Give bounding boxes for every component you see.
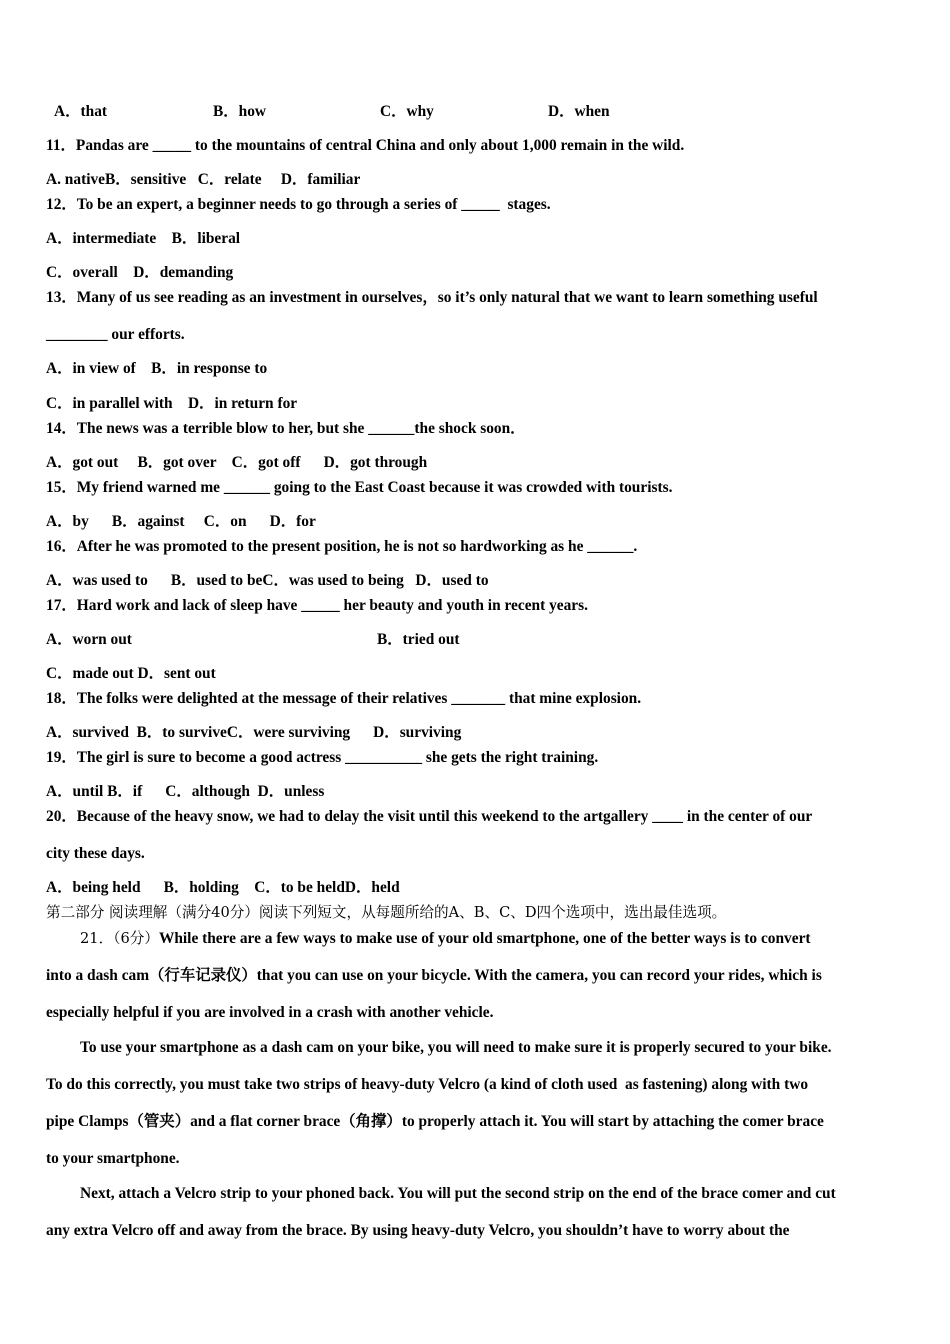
passage-number: 21．（6分） [80, 930, 159, 947]
q10-option-c: C．why [380, 103, 434, 120]
passage-p2-line3: pipe Clamps（管夹）and a flat corner brace（角撑）to properly attach it. You will start by attaching the comer brace [46, 1113, 824, 1130]
q11-options: A. nativeB．sensitive C．relate D．familiar [46, 171, 361, 188]
q14-options: A．got out B．got over C．got off D．got through [46, 454, 428, 471]
passage-p3-line1: Next, attach a Velcro strip to your phoned back. You will put the second strip on the end of the brace comer and cut [80, 1185, 836, 1202]
q12-stem: 12．To be an expert, a beginner needs to go through a series of _____ stages. [46, 196, 551, 213]
q10-option-d: D．when [548, 103, 610, 120]
passage-p1-line2: into a dash cam（行车记录仪）that you can use on your bicycle. With the camera, you can record your rides, which is [46, 967, 822, 984]
part2-heading: 第二部分 阅读理解（满分40分）阅读下列短文，从每题所给的A、B、C、D四个选项中，选出最佳选项。 [46, 904, 727, 921]
q12-options-2: C．overall D．demanding [46, 264, 234, 281]
q19-options: A．until B．if C．although D．unless [46, 783, 325, 800]
q16-stem: 16．After he was promoted to the present position, he is not so hardworking as he ______. [46, 538, 638, 555]
q17-stem: 17．Hard work and lack of sleep have _____ her beauty and youth in recent years. [46, 597, 588, 614]
q18-stem: 18．The folks were delighted at the message of their relatives _______ that mine explosion. [46, 690, 642, 707]
q20-options: A．being held B．holding C．to be heldD．held [46, 879, 400, 896]
q10-option-a: A．that [54, 103, 108, 120]
passage-p1-line1 [80, 929, 811, 949]
q17-option-a: A．worn out [46, 631, 132, 648]
q14-stem: 14．The news was a terrible blow to her, but she ______the shock soon． [46, 420, 526, 437]
q20-stem-1: 20．Because of the heavy snow, we had to delay the visit until this weekend to the artgallery ____ in the center of our [46, 808, 813, 825]
q11-stem: 11．Pandas are _____ to the mountains of central China and only about 1,000 remain in the wild. [46, 137, 685, 154]
q15-stem: 15．My friend warned me ______ going to the East Coast because it was crowded with tourists. [46, 479, 673, 496]
q10-option-b: B．how [213, 103, 267, 120]
q13-options-2: C．in parallel with D．in return for [46, 395, 298, 412]
q15-options: A．by B．against C．on D．for [46, 513, 316, 530]
q18-options: A．survived B．to surviveC．were surviving D．surviving [46, 724, 462, 741]
passage-p2-line1: To use your smartphone as a dash cam on your bike, you will need to make sure it is properly secured to your bike. [80, 1039, 832, 1056]
q13-options-1: A．in view of B．in response to [46, 360, 268, 377]
q12-options-1: A．intermediate B．liberal [46, 230, 241, 247]
passage-p1-line1-text: While there are a few ways to make use of your old smartphone, one of the better ways is to convert [158, 930, 811, 947]
q13-stem-1: 13．Many of us see reading as an investment in ourselves，so it’s only natural that we want to learn something useful [46, 289, 818, 306]
q17-options-2: C．made out D．sent out [46, 665, 216, 682]
q19-stem: 19．The girl is sure to become a good actress __________ she gets the right training. [46, 749, 599, 766]
q20-stem-2: city these days. [46, 845, 145, 862]
passage-p3-line2: any extra Velcro off and away from the brace. By using heavy-duty Velcro, you shouldn’t have to worry about the [46, 1222, 790, 1239]
passage-p1-line3: especially helpful if you are involved in a crash with another vehicle. [46, 1004, 494, 1021]
q13-stem-2: ________ our efforts. [46, 326, 185, 343]
q16-options: A．was used to B．used to beC．was used to being D．used to [46, 572, 489, 589]
passage-p2-line4: to your smartphone. [46, 1150, 180, 1167]
q17-option-b: B．tried out [377, 631, 460, 648]
passage-p2-line2: To do this correctly, you must take two strips of heavy-duty Velcro (a kind of cloth used as fastening) along with two [46, 1076, 809, 1093]
